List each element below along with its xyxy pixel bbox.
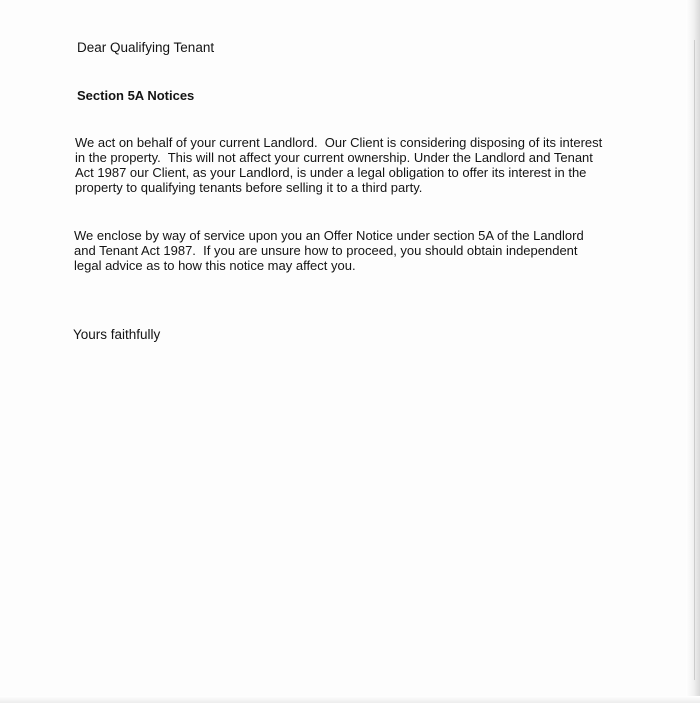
- body-paragraph-1: We act on behalf of your current Landlord. Our Client is considering disposing of its interest in the property. This will not affect your current ownership. Under the Landlord and Tenant Act 1987 our Client, as your Landlord, is under a legal obligation to offer its interest in the property to qualifying tenants before selling it to a third party.: [75, 135, 603, 195]
- section-heading: Section 5A Notices: [77, 88, 195, 103]
- salutation: Dear Qualifying Tenant: [77, 40, 215, 55]
- body-paragraph-2: We enclose by way of service upon you an Offer Notice under section 5A of the Landlord and Tenant Act 1987. If you are unsure how to proceed, you should obtain independent legal advice as to how this notice may affect you.: [74, 228, 584, 273]
- page-edge-line: [694, 40, 695, 680]
- closing: Yours faithfully: [73, 327, 161, 342]
- page-right-edge: [686, 0, 700, 703]
- page-bottom-edge: [0, 696, 700, 703]
